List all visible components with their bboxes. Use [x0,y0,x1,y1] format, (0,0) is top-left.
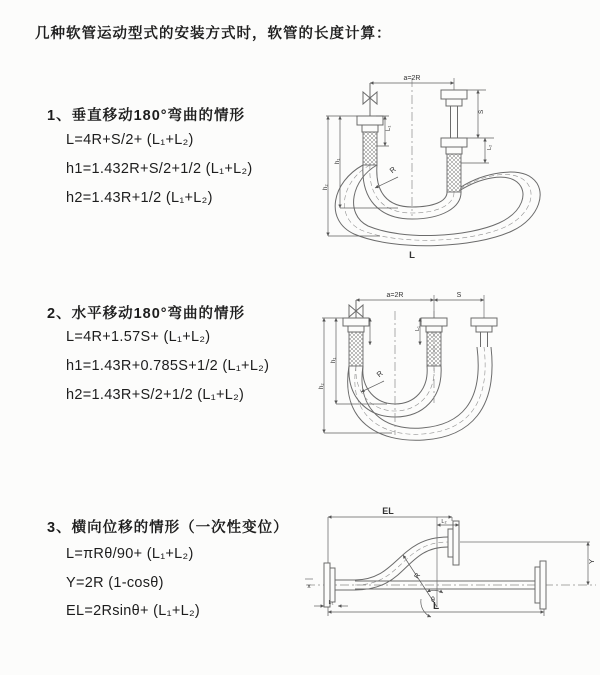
section-1-formula-L: L=4R+S/2+ (L₁+L₂) [66,132,194,148]
dim-l1-label: L₁ [386,125,392,131]
braided-hose-section [363,132,377,165]
section-3-formula-Y: Y=2R (1-cosθ) [66,575,164,591]
diagram-vertical-180-bend [318,68,586,264]
length-label: L [409,250,415,261]
radius-label: R [387,164,398,176]
length-label: L [432,601,440,612]
dim-l2-label: L₂ [441,519,447,525]
dim-h1-label: h₁ [335,158,341,164]
section-3-formula-L: L=πRθ/90+ (L₁+L₂) [66,546,194,562]
centerline-mark: x [307,583,311,590]
el-label: EL [382,506,394,516]
section-3-heading: 3、横向位移的情形（一次性变位） [47,520,289,536]
angle-theta-label: θ [431,597,435,604]
diagram-lateral-displacement [300,505,600,643]
dim-l1-label: L₁ [415,326,421,331]
dim-h2-label: h₂ [319,383,325,389]
radius-label: R [374,368,385,380]
braided-hose-section [427,332,441,366]
dim-travel-label: S [456,292,462,299]
dim-y-label: Y [587,558,596,564]
dim-h1-label: h₁ [331,357,337,363]
section-1-heading: 1、垂直移动180°弯曲的情形 [47,108,246,124]
page-title: 几种软管运动型式的安装方式时，软管的长度计算： [35,26,392,42]
section-2-formula-L: L=4R+1.57S+ (L₁+L₂) [66,329,211,345]
dim-h2-label: h₂ [323,184,329,190]
section-1-formula-h1: h1=1.432R+S/2+1/2 (L₁+L₂) [66,161,253,177]
braided-hose-section [349,332,363,366]
dim-travel-label: S [478,109,485,114]
diagram-horizontal-180-bend [312,285,600,463]
dim-l2-label: L₂ [487,144,493,150]
dim-span-label: a=2R [403,75,421,82]
dim-l1-label: L₁ [328,600,334,606]
dim-span-label: a=2R [386,292,404,299]
section-2-heading: 2、水平移动180°弯曲的情形 [47,306,246,322]
section-1-formula-h2: h2=1.43R+1/2 (L₁+L₂) [66,190,213,206]
section-2-formula-h2: h2=1.43R+S/2+1/2 (L₁+L₂) [66,387,245,403]
radius-label: R [413,572,423,581]
section-2-formula-h1: h1=1.43R+0.785S+1/2 (L₁+L₂) [66,358,270,374]
section-3-formula-EL: EL=2Rsinθ+ (L₁+L₂) [66,603,201,619]
braided-hose-section [447,154,461,192]
